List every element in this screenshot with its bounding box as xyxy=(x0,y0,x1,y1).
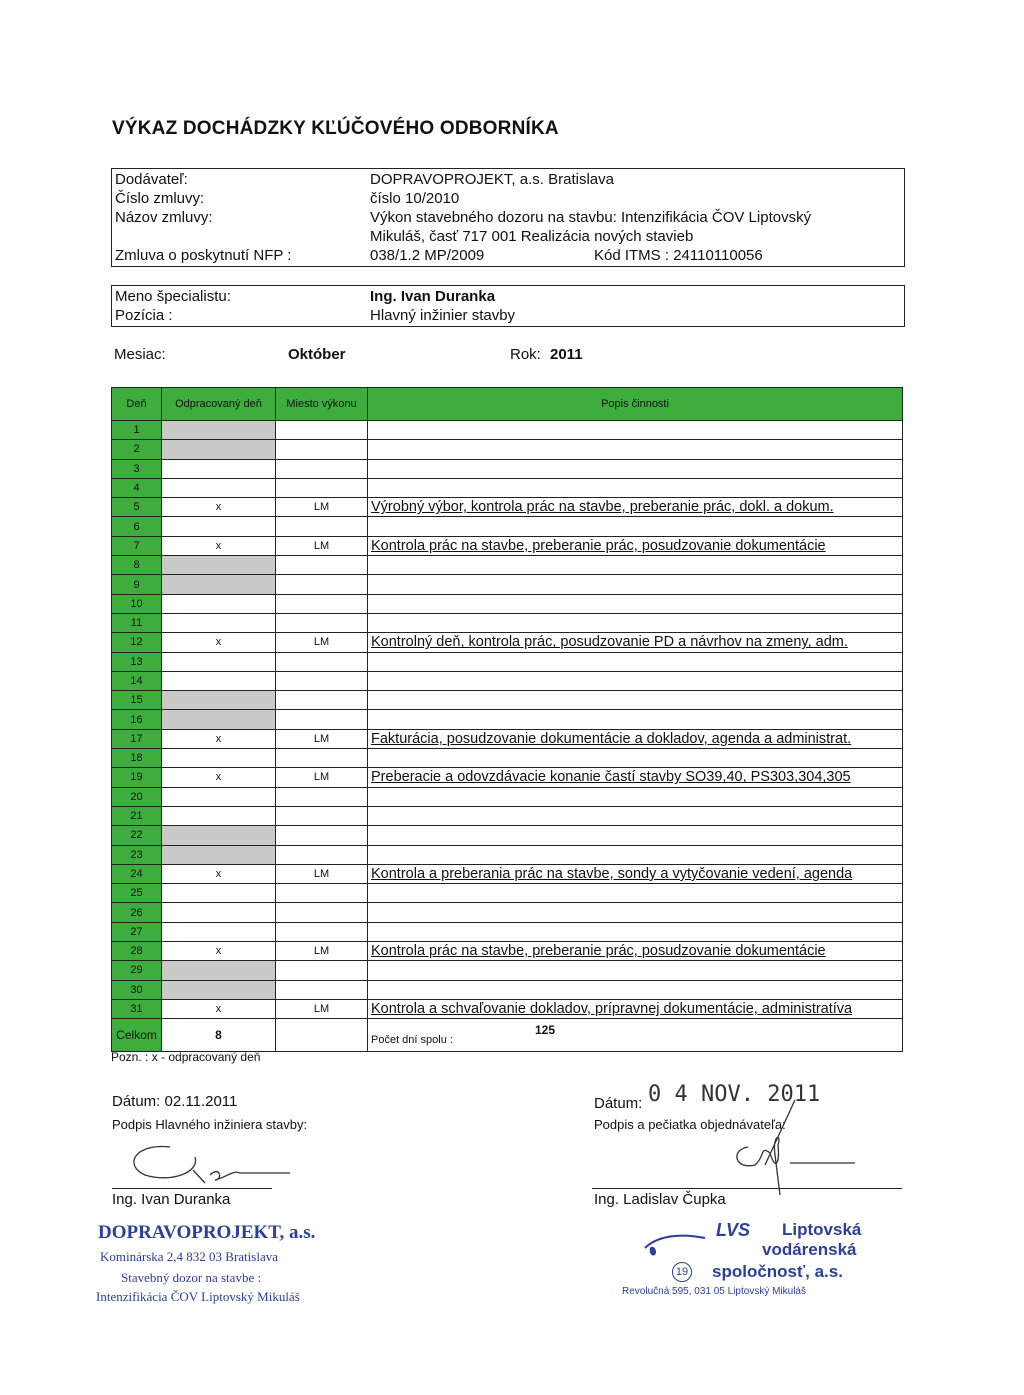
worked-cell: x xyxy=(162,498,276,517)
table-row xyxy=(112,594,903,613)
day-cell: 19 xyxy=(112,768,162,787)
place-cell xyxy=(276,459,368,478)
day-cell: 18 xyxy=(112,749,162,768)
day-cell: 6 xyxy=(112,517,162,536)
description-cell xyxy=(368,478,903,497)
table-row xyxy=(112,517,903,536)
description-text: Kontrola a preberania prác na stavbe, sondy a vytyčovanie vedení, agenda xyxy=(371,865,853,882)
description-cell xyxy=(368,440,903,459)
description-text: Kontrola prác na stavbe, preberanie prác, posudzovanie dokumentácie xyxy=(371,537,826,554)
description-cell xyxy=(368,903,903,922)
table-row xyxy=(112,536,903,555)
worked-cell xyxy=(162,691,276,710)
description-cell xyxy=(368,806,903,825)
worked-cell xyxy=(162,922,276,941)
table-row xyxy=(112,575,903,594)
day-cell: 2 xyxy=(112,440,162,459)
table-row xyxy=(112,613,903,632)
table-note: Pozn. : x - odpracovaný deň xyxy=(111,1050,261,1064)
client-stamp xyxy=(620,1218,900,1318)
worked-cell xyxy=(162,478,276,497)
day-cell: 22 xyxy=(112,826,162,845)
table-row xyxy=(112,884,903,903)
table-row xyxy=(112,459,903,478)
day-cell: 27 xyxy=(112,922,162,941)
place-cell xyxy=(276,787,368,806)
day-cell: 24 xyxy=(112,864,162,883)
specialist-name-value: Ing. Ivan Duranka xyxy=(370,288,496,305)
header-description: Popis činnosti xyxy=(368,388,903,421)
stamp-right-address: Revolučná 595, 031 05 Liptovský Mikuláš xyxy=(622,1286,806,1297)
worked-cell xyxy=(162,421,276,440)
place-cell xyxy=(276,980,368,999)
right-sign-line xyxy=(592,1188,902,1189)
table-row xyxy=(112,999,903,1018)
description-cell xyxy=(368,845,903,864)
stamp-line3: Stavebný dozor na stavbe : xyxy=(121,1270,262,1285)
table-row xyxy=(112,787,903,806)
place-cell xyxy=(276,826,368,845)
place-cell xyxy=(276,594,368,613)
table-row xyxy=(112,922,903,941)
place-cell xyxy=(276,421,368,440)
table-row xyxy=(112,421,903,440)
description-cell xyxy=(368,691,903,710)
place-cell xyxy=(276,845,368,864)
day-cell: 1 xyxy=(112,421,162,440)
stamp-number: 19 xyxy=(672,1262,692,1282)
day-cell: 25 xyxy=(112,884,162,903)
description-text: Fakturácia, posudzovanie dokumentácie a dokladov, agenda a administrat. xyxy=(371,730,852,747)
day-cell: 4 xyxy=(112,478,162,497)
worked-cell xyxy=(162,710,276,729)
description-cell xyxy=(368,710,903,729)
place-cell: LM xyxy=(276,999,368,1018)
description-cell xyxy=(368,633,903,652)
day-cell: 31 xyxy=(112,999,162,1018)
worked-cell xyxy=(162,671,276,690)
worked-cell xyxy=(162,980,276,999)
worked-cell xyxy=(162,826,276,845)
day-cell: 14 xyxy=(112,671,162,690)
day-cell: 8 xyxy=(112,556,162,575)
place-cell: LM xyxy=(276,942,368,961)
place-cell xyxy=(276,884,368,903)
day-cell: 3 xyxy=(112,459,162,478)
day-cell: 21 xyxy=(112,806,162,825)
worked-cell xyxy=(162,845,276,864)
month-value: Október xyxy=(288,346,346,363)
description-cell xyxy=(368,498,903,517)
description-cell xyxy=(368,652,903,671)
left-sign-caption: Podpis Hlavného inžiniera stavby: xyxy=(112,1117,308,1132)
description-cell xyxy=(368,459,903,478)
worked-cell xyxy=(162,806,276,825)
month-label: Mesiac: xyxy=(114,346,166,363)
place-cell xyxy=(276,575,368,594)
day-cell: 30 xyxy=(112,980,162,999)
contract-name-value-2: Mikuláš, časť 717 001 Realizácia nových stavieb xyxy=(370,228,694,245)
place-cell xyxy=(276,517,368,536)
header-place: Miesto výkonu xyxy=(276,388,368,421)
specialist-name-label: Meno špecialistu: xyxy=(115,288,231,305)
place-cell xyxy=(276,806,368,825)
description-cell xyxy=(368,536,903,555)
table-header-row xyxy=(112,388,903,421)
table-row xyxy=(112,749,903,768)
worked-cell: x xyxy=(162,633,276,652)
table-row xyxy=(112,652,903,671)
description-cell xyxy=(368,922,903,941)
stamp-right-line1: Liptovská xyxy=(782,1220,862,1239)
table-row xyxy=(112,671,903,690)
description-cell xyxy=(368,594,903,613)
description-cell xyxy=(368,826,903,845)
specialist-box xyxy=(111,285,905,327)
description-cell xyxy=(368,942,903,961)
table-row xyxy=(112,961,903,980)
description-cell xyxy=(368,884,903,903)
worked-cell: x xyxy=(162,864,276,883)
contract-box xyxy=(111,168,905,267)
left-sign-line xyxy=(112,1188,272,1189)
itms-code: Kód ITMS : 24110110056 xyxy=(594,247,763,264)
days-total-cell xyxy=(368,1019,903,1052)
company-stamp xyxy=(96,1222,326,1312)
table-row xyxy=(112,556,903,575)
left-signature-image xyxy=(115,1135,295,1190)
description-cell xyxy=(368,787,903,806)
contract-no-value: číslo 10/2010 xyxy=(370,190,460,207)
table-row xyxy=(112,691,903,710)
total-value: 8 xyxy=(162,1019,276,1052)
place-cell: LM xyxy=(276,729,368,748)
header-day: Deň xyxy=(112,388,162,421)
attendance-table xyxy=(111,387,903,1052)
worked-cell xyxy=(162,884,276,903)
supplier-label: Dodávateľ: xyxy=(115,171,188,188)
day-cell: 13 xyxy=(112,652,162,671)
contract-name-label: Názov zmluvy: xyxy=(115,209,213,226)
description-text: Kontrola prác na stavbe, preberanie prác, posudzovanie dokumentácie xyxy=(371,943,826,960)
day-cell: 7 xyxy=(112,536,162,555)
stamp-company: DOPRAVOPROJEKT, a.s. xyxy=(98,1222,316,1243)
place-cell: LM xyxy=(276,633,368,652)
description-cell xyxy=(368,961,903,980)
right-date-stamp: 0 4 NOV. 2011 xyxy=(648,1082,821,1107)
day-cell: 17 xyxy=(112,729,162,748)
year-value: 2011 xyxy=(550,346,583,363)
description-cell xyxy=(368,864,903,883)
day-cell: 10 xyxy=(112,594,162,613)
total-place-cell xyxy=(276,1019,368,1052)
place-cell xyxy=(276,556,368,575)
place-cell: LM xyxy=(276,768,368,787)
right-sign-name: Ing. Ladislav Čupka xyxy=(594,1191,726,1208)
supplier-value: DOPRAVOPROJEKT, a.s. Bratislava xyxy=(370,171,614,188)
worked-cell xyxy=(162,556,276,575)
place-cell: LM xyxy=(276,498,368,517)
place-cell xyxy=(276,613,368,632)
nfp-label: Zmluva o poskytnutí NFP : xyxy=(115,247,292,264)
table-row xyxy=(112,710,903,729)
place-cell xyxy=(276,749,368,768)
description-cell xyxy=(368,768,903,787)
worked-cell xyxy=(162,440,276,459)
days-total-label: Počet dní spolu : xyxy=(371,1034,453,1047)
table-row xyxy=(112,864,903,883)
description-cell xyxy=(368,671,903,690)
contract-no-label: Číslo zmluvy: xyxy=(115,190,205,207)
worked-cell xyxy=(162,459,276,478)
table-row xyxy=(112,768,903,787)
total-label: Celkom xyxy=(112,1019,162,1052)
place-cell xyxy=(276,440,368,459)
description-cell xyxy=(368,613,903,632)
description-cell xyxy=(368,749,903,768)
left-date: Dátum: 02.11.2011 xyxy=(112,1093,238,1110)
stamp-line4: Intenzifikácia ČOV Liptovský Mikuláš xyxy=(96,1289,300,1304)
worked-cell xyxy=(162,613,276,632)
worked-cell: x xyxy=(162,729,276,748)
place-cell: LM xyxy=(276,864,368,883)
right-sign-caption: Podpis a pečiatka objednávateľa: xyxy=(594,1117,786,1132)
place-cell xyxy=(276,961,368,980)
day-cell: 29 xyxy=(112,961,162,980)
worked-cell xyxy=(162,575,276,594)
worked-cell xyxy=(162,787,276,806)
description-text: Kontrolný deň, kontrola prác, posudzovanie PD a návrhov na zmeny, adm. xyxy=(371,634,848,651)
description-cell xyxy=(368,980,903,999)
place-cell xyxy=(276,710,368,729)
position-label: Pozícia : xyxy=(115,307,173,324)
day-cell: 5 xyxy=(112,498,162,517)
description-text: Kontrola a schvaľovanie dokladov, prípravnej dokumentácie, administratíva xyxy=(371,1001,853,1018)
table-row xyxy=(112,498,903,517)
table-row xyxy=(112,826,903,845)
place-cell xyxy=(276,652,368,671)
description-cell xyxy=(368,556,903,575)
day-cell: 11 xyxy=(112,613,162,632)
contract-name-value-1: Výkon stavebného dozoru na stavbu: Intenzifikácia ČOV Liptovský xyxy=(370,209,812,226)
day-cell: 20 xyxy=(112,787,162,806)
worked-cell xyxy=(162,517,276,536)
place-cell xyxy=(276,922,368,941)
page-title: VÝKAZ DOCHÁDZKY KĽÚČOVÉHO ODBORNÍKA xyxy=(112,118,559,139)
place-cell xyxy=(276,691,368,710)
stamp-right-line3: spoločnosť, a.s. xyxy=(712,1262,843,1281)
table-row xyxy=(112,806,903,825)
table-row xyxy=(112,633,903,652)
description-cell xyxy=(368,729,903,748)
header-worked: Odpracovaný deň xyxy=(162,388,276,421)
left-sign-name: Ing. Ivan Duranka xyxy=(112,1191,231,1208)
stamp-right-line2: vodárenská xyxy=(762,1240,857,1259)
table-row xyxy=(112,942,903,961)
day-cell: 12 xyxy=(112,633,162,652)
worked-cell: x xyxy=(162,768,276,787)
table-row xyxy=(112,903,903,922)
worked-cell xyxy=(162,594,276,613)
worked-cell xyxy=(162,961,276,980)
nfp-value: 038/1.2 MP/2009 xyxy=(370,247,485,264)
description-cell xyxy=(368,517,903,536)
year-label: Rok: xyxy=(510,346,541,363)
description-text: Výrobný výbor, kontrola prác na stavbe, preberanie prác, dokl. a dokum. xyxy=(371,499,834,516)
stamp-address: Kominárska 2,4 832 03 Bratislava xyxy=(100,1249,278,1264)
day-cell: 23 xyxy=(112,845,162,864)
stamp-logo-text: LVS xyxy=(716,1220,751,1240)
place-cell xyxy=(276,478,368,497)
day-cell: 16 xyxy=(112,710,162,729)
day-cell: 15 xyxy=(112,691,162,710)
worked-cell: x xyxy=(162,942,276,961)
description-cell xyxy=(368,999,903,1018)
place-cell xyxy=(276,671,368,690)
description-cell xyxy=(368,421,903,440)
position-value: Hlavný inžinier stavby xyxy=(370,307,516,324)
day-cell: 26 xyxy=(112,903,162,922)
description-text: Preberacie a odovzdávacie konanie častí stavby SO39,40, PS303,304,305 xyxy=(371,769,851,786)
worked-cell xyxy=(162,652,276,671)
table-row xyxy=(112,845,903,864)
table-row xyxy=(112,478,903,497)
worked-cell xyxy=(162,903,276,922)
worked-cell: x xyxy=(162,999,276,1018)
days-total-value: 125 xyxy=(535,1023,556,1038)
place-cell: LM xyxy=(276,536,368,555)
table-row xyxy=(112,980,903,999)
place-cell xyxy=(276,903,368,922)
table-row xyxy=(112,729,903,748)
total-row xyxy=(112,1019,903,1052)
day-cell: 9 xyxy=(112,575,162,594)
description-cell xyxy=(368,575,903,594)
worked-cell: x xyxy=(162,536,276,555)
worked-cell xyxy=(162,749,276,768)
right-signature-image xyxy=(720,1095,870,1195)
table-row xyxy=(112,440,903,459)
day-cell: 28 xyxy=(112,942,162,961)
right-date-label: Dátum: xyxy=(594,1095,643,1112)
